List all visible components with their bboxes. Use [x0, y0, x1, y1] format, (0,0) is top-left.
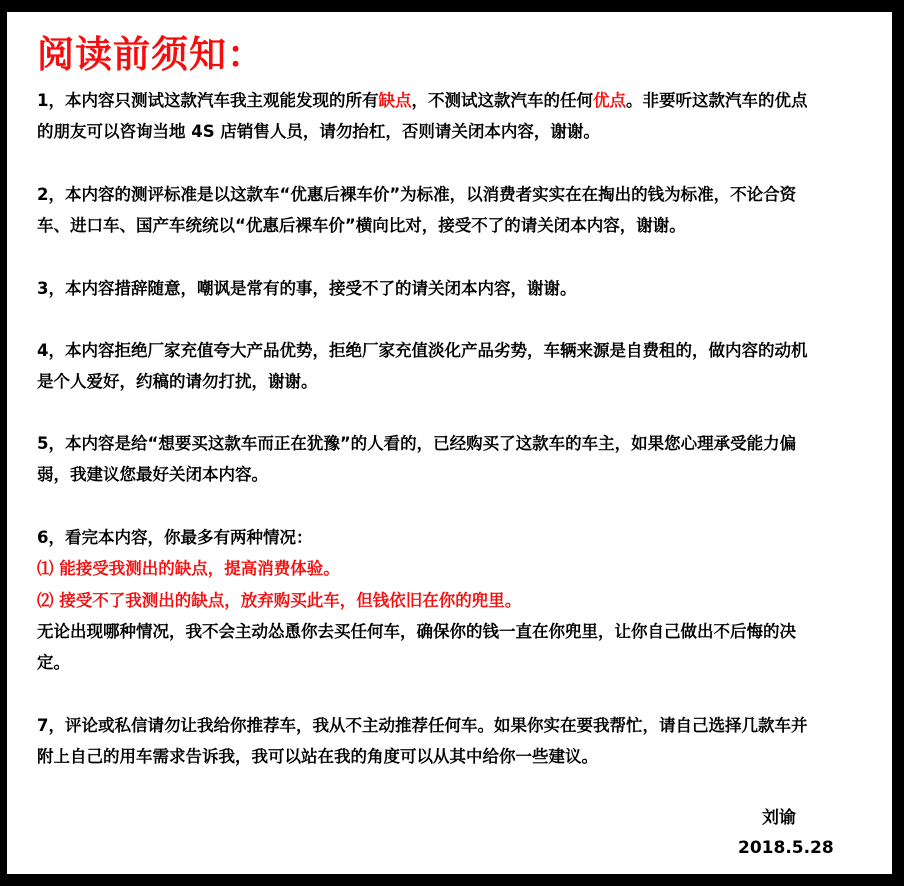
text: ，不测试这款汽车的任何 [411, 91, 593, 110]
paragraph-5-line-1: 5，本内容是给“想要买这款车而正在犹豫”的人看的，已经购买了这款车的车主，如果您心理承受能力偏 [37, 434, 797, 453]
notice-page [7, 12, 892, 874]
text: 1，本内容只测试这款汽车我主观能发现的所有 [37, 91, 379, 110]
paragraph-6-line-5: 定。 [37, 653, 70, 672]
signature-name: 刘谕 [762, 808, 796, 828]
paragraph-7-line-2: 附上自己的用车需求告诉我，我可以站在我的角度可以从其中给你一些建议。 [37, 747, 598, 766]
page-title: 阅读前须知： [37, 33, 265, 76]
paragraph-1-line-2: 的朋友可以咨询当地 4S 店销售人员，请勿抬杠，否则请关闭本内容，谢谢。 [37, 122, 600, 141]
option-2: ⑵ 接受不了我测出的缺点，放弃购买此车，但钱依旧在你的兜里。 [37, 591, 522, 610]
paragraph-5-line-2: 弱，我建议您最好关闭本内容。 [37, 465, 268, 484]
highlight-defects: 缺点 [378, 91, 412, 110]
paragraph-2-line-1: 2，本内容的测评标准是以这款车“优惠后裸车价”为标准，以消费者实实在在掏出的钱为标准，不论合资 [37, 185, 797, 204]
paragraph-4-line-1: 4，本内容拒绝厂家充值夸大产品优势，拒绝厂家充值淡化产品劣势，车辆来源是自费租的，做内容的动机 [37, 341, 808, 360]
paragraph-4-line-2: 是个人爱好，约稿的请勿打扰，谢谢。 [37, 372, 318, 391]
option-1: ⑴ 能接受我测出的缺点，提高消费体验。 [37, 559, 340, 578]
paragraph-7-line-1: 7，评论或私信请勿让我给你推荐车，我从不主动推荐任何车。如果你实在要我帮忙，请自己选择几款车并 [37, 716, 808, 735]
paragraph-2-line-2: 车、进口车、国产车统统以“优惠后裸车价”横向比对，接受不了的请关闭本内容，谢谢。 [37, 216, 686, 235]
paragraph-3-line-1: 3，本内容措辞随意，嘲讽是常有的事，接受不了的请关闭本内容，谢谢。 [37, 279, 577, 298]
paragraph-6-line-4: 无论出现哪种情况，我不会主动怂恿你去买任何车，确保你的钱一直在你兜里，让你自己做出不后悔的决 [37, 622, 796, 641]
paragraph-1-line-1 [37, 90, 807, 112]
paragraph-6-line-1: 6，看完本内容，你最多有两种情况： [37, 528, 313, 547]
highlight-merits: 优点 [592, 91, 626, 110]
text: 。非要听这款汽车的优点 [625, 91, 808, 110]
signature-date: 2018.5.28 [738, 838, 834, 858]
